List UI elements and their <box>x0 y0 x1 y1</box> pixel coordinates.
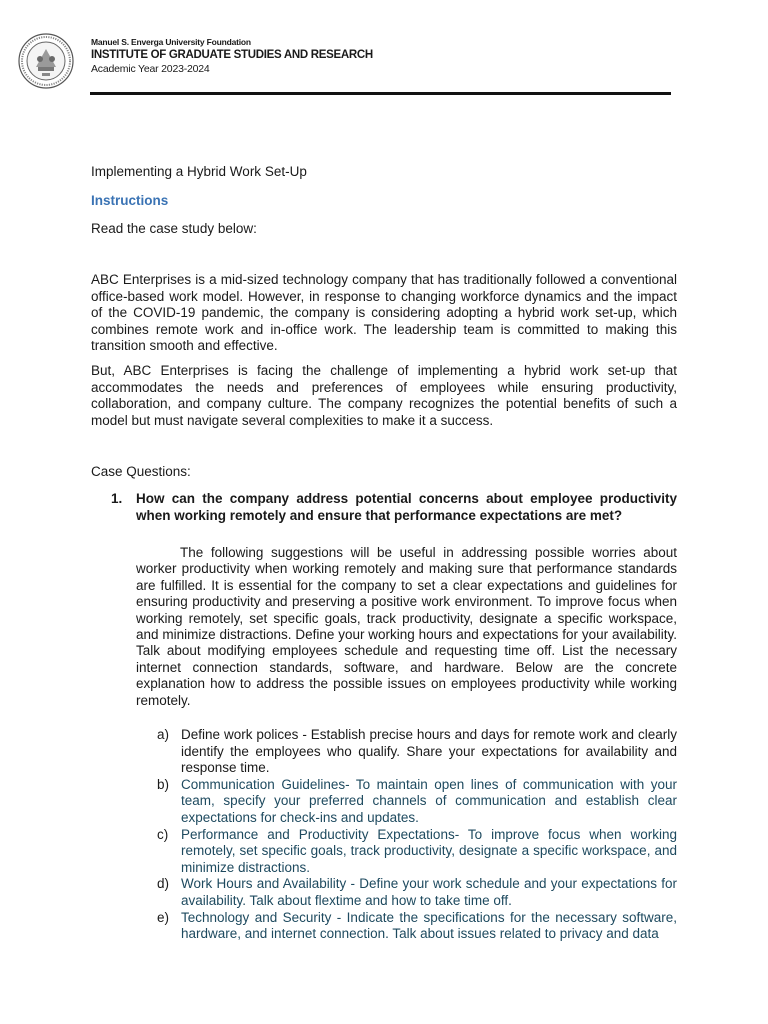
list-item-text: Technology and Security - Indicate the specifications for the necessary software, hardware, and internet connection. Talk about issues related to privacy and data <box>181 909 677 942</box>
list-item-text: Performance and Productivity Expectations- To improve focus when working remotely, set specific goals, track productivity, designate a specific workspace, and minimize distractions. <box>181 826 677 875</box>
suggestion-list <box>157 727 677 943</box>
list-marker: a) <box>157 727 170 742</box>
list-item <box>157 777 677 827</box>
list-marker: e) <box>157 909 170 925</box>
list-item <box>157 727 677 777</box>
list-item <box>157 876 677 909</box>
foundation-name: Manuel S. Enverga University Foundation <box>91 37 251 47</box>
list-item <box>157 910 677 943</box>
list-marker: d) <box>157 876 170 892</box>
list-item-text: Communication Guidelines- To maintain open lines of communication with your team, specify your preferred channels of communication and establish clear expectations for check-ins and updates. <box>181 776 677 825</box>
document-title: Implementing a Hybrid Work Set-Up <box>91 164 307 179</box>
case-questions-label: Case Questions: <box>91 464 191 479</box>
academic-year: Academic Year 2023-2024 <box>91 63 210 75</box>
list-marker: b) <box>157 776 170 792</box>
question-text: How can the company address potential concerns about employee productivity when working remotely and ensure that performance expectations are met? <box>136 491 677 523</box>
read-prompt: Read the case study below: <box>91 221 257 236</box>
question-number: 1. <box>111 491 123 506</box>
list-item <box>157 827 677 877</box>
university-seal-icon <box>18 33 74 89</box>
case-paragraph-1: ABC Enterprises is a mid-sized technology company that has traditionally followed a conventional office-based work model. However, in response to changing workforce dynamics and the impact of the COVID-19 pandemic, the company is considering adopting a hybrid work set-up, which combines remote work and in-office work. The leadership team is committed to making this transition smooth and effective. <box>91 272 677 354</box>
list-marker: c) <box>157 826 169 842</box>
list-item-text: Work Hours and Availability - Define your work schedule and your expectations for availability. Talk about flextime and how to take time off. <box>181 876 677 908</box>
list-item-text: Define work polices - Establish precise hours and days for remote work and clearly identify the employees who qualify. Share your expectations for availability and response time. <box>181 727 677 776</box>
institute-name: INSTITUTE OF GRADUATE STUDIES AND RESEARCH <box>91 49 373 61</box>
header-divider <box>90 92 671 95</box>
instructions-heading: Instructions <box>91 193 169 208</box>
answer-paragraph: The following suggestions will be useful in addressing possible worries about worker productivity when working remotely and making sure that performance standards are fulfilled. It is essential for the company to set a clear expectations and guidelines for ensuring productivity and preserving a positive work environment. To improve focus when working remotely, set specific goals, track productivity, designate a specific workspace, and minimize distractions. Define your working hours and expectations for your availability. Talk about modifying employees schedule and requesting time off. List the necessary internet connection standards, software, and hardware. Below are the concrete explanation how to address the possible issues on employees productivity while working remotely. <box>136 545 677 708</box>
case-paragraph-2: But, ABC Enterprises is facing the challenge of implementing a hybrid work set-up that accommodates the needs and preferences of employees while ensuring productivity, collaboration, and company culture. The company recognizes the potential benefits of such a model but must navigate several complexities to make it a success. <box>91 363 677 428</box>
